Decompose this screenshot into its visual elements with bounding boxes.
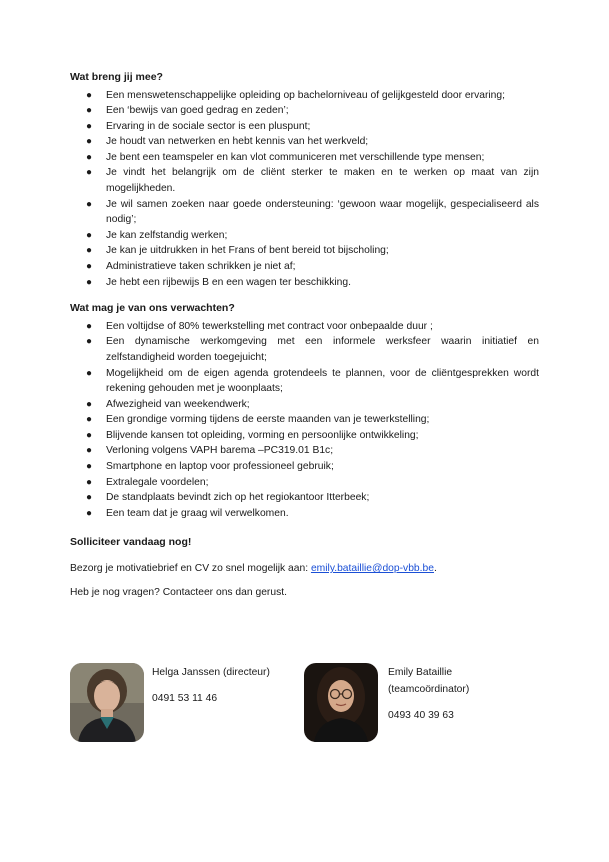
section-heading-offer: Wat mag je van ons verwachten? bbox=[70, 302, 235, 315]
bullet-icon: ● bbox=[86, 367, 93, 379]
list-item: ● De standplaats bevindt zich op het regiokantoor Itterbeek; bbox=[70, 490, 539, 506]
bullet-icon: ● bbox=[86, 445, 93, 457]
bullet-icon: ● bbox=[86, 461, 93, 473]
bullet-icon: ● bbox=[86, 229, 93, 241]
bullet-icon: ● bbox=[86, 507, 93, 519]
list-item: ● Extralegale voordelen; bbox=[70, 475, 539, 491]
list-item: ● Een grondige vorming tijdens de eerste maanden van je tewerkstelling; bbox=[70, 412, 539, 428]
portrait-helga-icon bbox=[70, 663, 144, 742]
list-item: ● Je houdt van netwerken en hebt kennis van het werkveld; bbox=[70, 134, 539, 150]
contact-phone: 0491 53 11 46 bbox=[152, 693, 218, 704]
list-item: ● Ervaring in de sociale sector is een pluspunt; bbox=[70, 119, 539, 135]
bullet-icon: ● bbox=[86, 136, 93, 148]
avatar-emily bbox=[304, 663, 378, 742]
contact-role: (teamcoördinator) bbox=[388, 684, 470, 695]
list-item: ● Een voltijdse of 80% tewerkstelling met contract voor onbepaalde duur ; bbox=[70, 319, 539, 335]
email-link[interactable]: emily.bataillie@dop-vbb.be bbox=[310, 562, 434, 574]
contact-name: Emily Bataillie bbox=[388, 667, 453, 678]
bullet-icon: ● bbox=[86, 492, 93, 504]
list-item: ● Je vindt het belangrijk om de cliënt sterker te maken en te werken op maat van zijn mogelijkheden. bbox=[86, 167, 539, 195]
bullet-icon: ● bbox=[86, 261, 93, 273]
bullet-icon: ● bbox=[86, 105, 93, 117]
bullet-icon: ● bbox=[86, 476, 93, 488]
apply-paragraph: Bezorg je motivatiebrief en CV zo snel mogelijk aan: emily.bataillie@dop-vbb.be. bbox=[70, 562, 437, 574]
bullet-icon: ● bbox=[86, 276, 93, 288]
avatar-helga bbox=[70, 663, 144, 742]
bullet-icon: ● bbox=[86, 320, 93, 332]
questions-paragraph: Heb je nog vragen? Contacteer ons dan gerust. bbox=[70, 587, 287, 599]
contact-emily bbox=[388, 664, 469, 724]
contact-helga bbox=[152, 664, 270, 707]
list-item: ● Je kan je uitdrukken in het Frans of bent bereid tot bijscholing; bbox=[70, 243, 539, 259]
list-item: ● Administratieve taken schrikken je niet af; bbox=[70, 259, 539, 275]
bullet-icon: ● bbox=[86, 398, 93, 410]
list-item: ● Een dynamische werkomgeving met een informele werksfeer waarin initiatief en zelfstandigheid worden toegejuicht; bbox=[86, 336, 539, 363]
document-body bbox=[70, 70, 539, 601]
list-item: ● Verloning volgens VAPH barema –PC319.01 B1c; bbox=[70, 443, 539, 459]
list-item: ● Blijvende kansen tot opleiding, vorming en persoonlijke ontwikkeling; bbox=[70, 428, 539, 444]
list-item: ● Afwezigheid van weekendwerk; bbox=[70, 397, 539, 413]
list-item: ● Een team dat je graag wil verwelkomen. bbox=[70, 506, 539, 522]
contact-name: Helga Janssen (directeur) bbox=[152, 667, 270, 678]
bullet-icon: ● bbox=[86, 167, 93, 179]
bullet-icon: ● bbox=[86, 198, 93, 210]
list-item: ● Mogelijkheid om de eigen agenda grotendeels te plannen, voor de cliëntgesprekken wordt rekening gehouden met je woonplaats; bbox=[86, 367, 539, 395]
requirements-list bbox=[70, 88, 539, 291]
list-item: ● Een menswetenschappelijke opleiding op bachelorniveau of gelijkgesteld door ervaring; bbox=[70, 88, 539, 104]
bullet-icon: ● bbox=[86, 89, 93, 101]
bullet-icon: ● bbox=[86, 414, 93, 426]
bullet-icon: ● bbox=[86, 245, 93, 257]
list-item: ● Je bent een teamspeler en kan vlot communiceren met verschillende type mensen; bbox=[70, 150, 539, 166]
portrait-emily-icon bbox=[304, 663, 378, 742]
section-heading-apply: Solliciteer vandaag nog! bbox=[70, 536, 192, 549]
bullet-icon: ● bbox=[86, 336, 93, 348]
list-item: ● Een ‘bewijs van goed gedrag en zeden’; bbox=[70, 103, 539, 119]
list-item: ● Je wil samen zoeken naar goede ondersteuning: ‘gewoon waar mogelijk, gespecialiseerd als nodig’; bbox=[86, 198, 539, 226]
bullet-icon: ● bbox=[86, 120, 93, 132]
contact-phone: 0493 40 39 63 bbox=[388, 710, 454, 721]
bullet-icon: ● bbox=[86, 429, 93, 441]
list-item: ● Smartphone en laptop voor professioneel gebruik; bbox=[70, 459, 539, 475]
offer-list bbox=[70, 319, 539, 522]
section-heading-requirements: Wat breng jij mee? bbox=[70, 71, 163, 83]
list-item: ● Je hebt een rijbewijs B en een wagen ter beschikking. bbox=[70, 275, 539, 291]
bullet-icon: ● bbox=[86, 151, 93, 163]
list-item: ● Je kan zelfstandig werken; bbox=[70, 228, 539, 244]
